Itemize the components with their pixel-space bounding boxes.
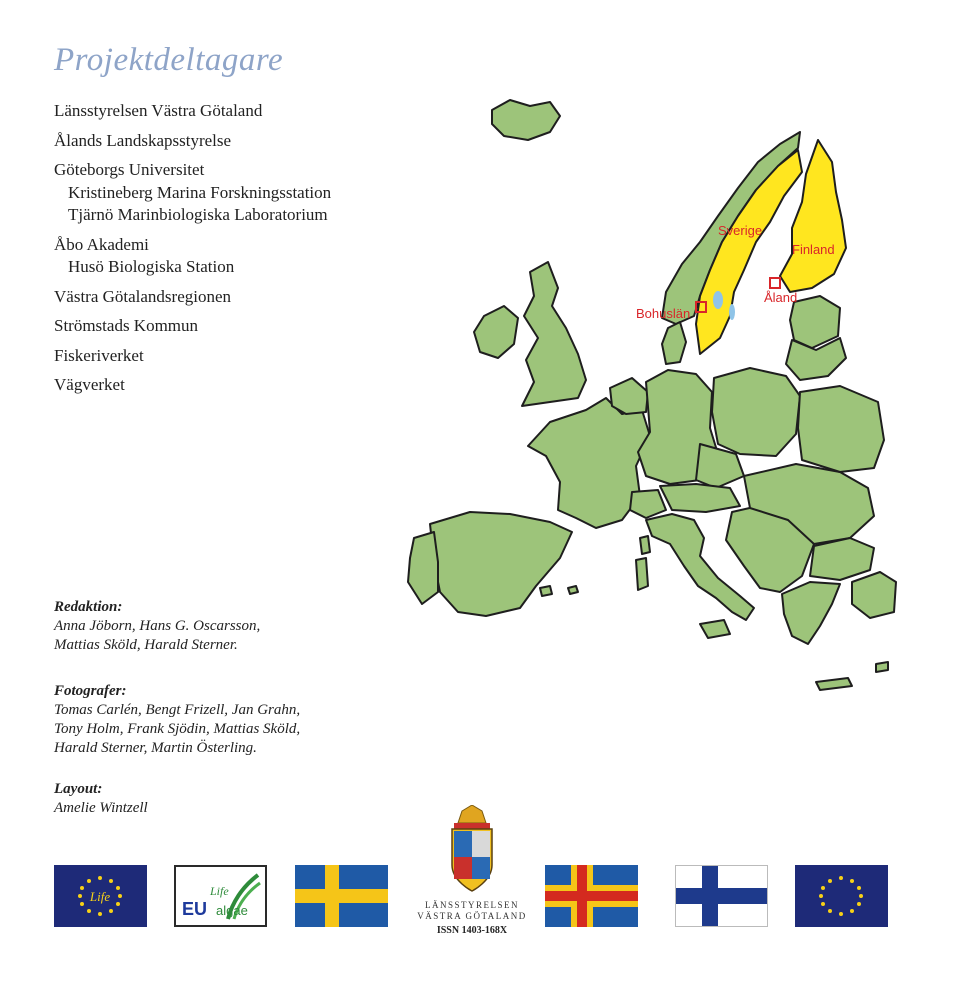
participant-item: Vägverket (54, 375, 125, 394)
participant-item: Strömstads Kommun (54, 316, 199, 335)
algae-logo-life: Life (210, 884, 229, 898)
ireland-shape (474, 306, 518, 358)
corsica-shape (640, 536, 650, 554)
spain-shape (430, 512, 572, 616)
aland-marker (770, 278, 780, 288)
participant-item: Åbo Akademi (54, 234, 149, 254)
participant-subitem: Tjärnö Marinbiologiska Laboratorium (68, 205, 328, 224)
bulgaria-shape (810, 538, 874, 580)
fotografer-names: Tomas Carlén, Bengt Frizell, Jan Grahn, (54, 702, 301, 718)
iceland-shape (492, 100, 560, 140)
denmark-shape (662, 322, 686, 364)
great-britain-shape (522, 262, 586, 406)
algae-logo-icon (176, 867, 265, 925)
belarus-ukraine-shape (798, 386, 884, 472)
crete-shape (816, 678, 852, 690)
eu-stars-icon (54, 865, 147, 927)
map-label-finland: Finland (792, 242, 835, 257)
map-label-aland: Åland (764, 290, 798, 305)
algae-logo-algae: algae (216, 903, 248, 918)
sardinia-shape (636, 558, 648, 590)
redaktion-names: Mattias Sköld, Harald Sterner. (54, 637, 238, 653)
credits-layout (54, 780, 148, 818)
portugal-shape (408, 532, 438, 604)
island-shape (876, 662, 888, 672)
credits-fotografer (54, 682, 300, 758)
eu-life-algae-logo (174, 865, 267, 927)
eu-life-logo (54, 865, 147, 927)
lansstyrelsen-emblem (412, 805, 532, 936)
participant-item: Göteborgs Universitet (54, 160, 205, 179)
poland-shape (712, 368, 800, 456)
island-shape (568, 586, 578, 594)
participant-item: Länsstyrelsen Västra Götaland (54, 101, 263, 120)
issn-number: ISSN 1403-168X (436, 925, 508, 936)
map-label-sverige: Sverige (718, 223, 763, 238)
coat-of-arms-icon (440, 805, 504, 895)
page-title: Projektdeltagare (54, 42, 284, 78)
fotografer-names: Tony Holm, Frank Sjödin, Mattias Sköld, (54, 721, 301, 737)
fotografer-names: Harald Sterner, Martin Österling. (54, 740, 257, 756)
layout-heading: Layout: (54, 781, 103, 797)
eu-stars-icon (795, 865, 888, 927)
credits-redaktion (54, 598, 260, 655)
aland-flag (545, 865, 638, 927)
fotografer-heading: Fotografer: (54, 683, 127, 699)
redaktion-heading: Redaktion: (54, 599, 123, 615)
emblem-name-line2: VÄSTRA GÖTALAND (417, 911, 527, 921)
life-logo-text: Life (89, 889, 111, 904)
participant-item: Västra Götalandsregionen (54, 286, 232, 306)
austria-shape (660, 484, 740, 512)
baltic-states-shape (790, 296, 840, 348)
finland-flag (675, 865, 768, 927)
lake-vanern (713, 291, 723, 309)
participant-list (54, 100, 331, 397)
turkey-shape (852, 572, 896, 618)
emblem-name-line1: LÄNSSTYRELSEN (424, 900, 519, 910)
participant-item: Ålands Landskapsstyrelse (54, 130, 232, 150)
participant-subitem: Kristineberg Marina Forskningsstation (68, 182, 332, 202)
participant-subitem: Husö Biologiska Station (68, 257, 235, 276)
island-shape (540, 586, 552, 596)
layout-names: Amelie Wintzell (54, 800, 148, 816)
redaktion-names: Anna Jöborn, Hans G. Oscarsson, (54, 618, 261, 634)
benelux-shape (610, 378, 648, 414)
participant-item: Fiskeriverket (54, 345, 144, 365)
eu-flag (795, 865, 888, 927)
map-label-bohuslan: Bohuslän (636, 306, 691, 321)
sweden-flag (295, 865, 388, 927)
europe-map (400, 92, 900, 702)
sicily-shape (700, 620, 730, 638)
algae-logo-eu: EU (182, 899, 208, 919)
greece-shape (782, 582, 840, 644)
switzerland-shape (630, 490, 666, 518)
lake-vattern (729, 304, 735, 320)
